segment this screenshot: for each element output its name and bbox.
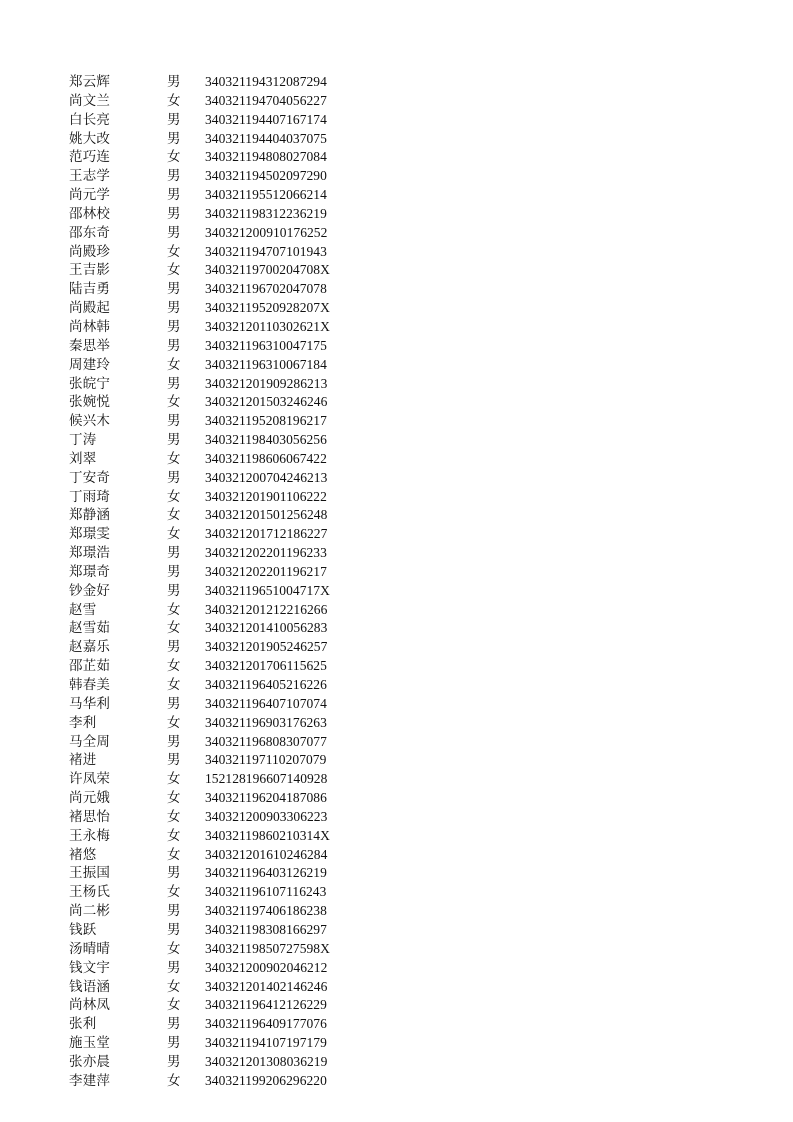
table-row (0, 657, 793, 676)
name-cell: 施玉堂 (69, 1035, 111, 1052)
table-row (0, 883, 793, 902)
table-row (0, 638, 793, 657)
gender-cell: 男 (167, 695, 181, 712)
gender-cell: 男 (167, 959, 181, 976)
name-cell: 郑璟奇 (69, 563, 111, 580)
id-number-cell: 34032119860210314X (205, 827, 330, 843)
gender-cell: 男 (167, 413, 181, 430)
gender-cell: 女 (167, 450, 181, 467)
table-row (0, 902, 793, 921)
gender-cell: 女 (167, 243, 181, 260)
id-number-cell: 340321196310067184 (205, 356, 327, 372)
table-row (0, 431, 793, 450)
id-number-cell: 340321196405216226 (205, 677, 327, 692)
gender-cell: 男 (167, 205, 181, 222)
gender-cell: 男 (167, 337, 181, 354)
gender-cell: 女 (167, 714, 181, 731)
name-cell: 许凤荣 (69, 771, 111, 788)
table-row (0, 959, 793, 978)
gender-cell: 女 (167, 1072, 181, 1089)
table-row (0, 130, 793, 149)
name-cell: 尚殿珍 (69, 243, 111, 260)
table-row (0, 676, 793, 695)
id-number-cell: 340321202201196233 (205, 545, 327, 561)
table-row (0, 318, 793, 337)
name-cell: 马全周 (69, 733, 111, 750)
gender-cell: 女 (167, 658, 181, 675)
name-cell: 王永梅 (69, 827, 111, 844)
id-number-cell: 340321196107116243 (205, 884, 327, 900)
gender-cell: 男 (167, 375, 181, 392)
id-number-cell: 340321196409177076 (205, 1016, 327, 1032)
name-cell: 赵雪茹 (69, 620, 111, 637)
gender-cell: 男 (167, 752, 181, 769)
name-cell: 丁雨琦 (69, 488, 111, 505)
table-row (0, 1015, 793, 1034)
table-row (0, 412, 793, 431)
gender-cell: 女 (167, 92, 181, 109)
id-number-cell: 340321201501256248 (205, 507, 328, 523)
name-cell: 尚林韩 (69, 318, 111, 335)
name-cell: 王振国 (69, 865, 111, 882)
gender-cell: 女 (167, 940, 181, 957)
table-row (0, 261, 793, 280)
name-cell: 范巧连 (69, 149, 111, 166)
gender-cell: 女 (167, 808, 181, 825)
id-number-cell: 340321196407107074 (205, 695, 327, 711)
id-number-cell: 340321194704056227 (205, 92, 327, 108)
name-cell: 白长亮 (69, 111, 111, 128)
name-cell: 王吉影 (69, 262, 111, 279)
table-row (0, 488, 793, 507)
id-number-cell: 34032119700204708X (205, 262, 330, 278)
table-row (0, 243, 793, 262)
name-cell: 王杨氏 (69, 884, 111, 901)
name-cell: 马华利 (69, 695, 111, 712)
name-cell: 邵芷茹 (69, 658, 111, 675)
id-number-cell: 340321196310047175 (205, 337, 327, 353)
id-number-cell: 340321194808027084 (205, 149, 327, 165)
table-row (0, 299, 793, 318)
id-number-cell: 340321194404037075 (205, 130, 327, 146)
id-number-cell: 34032119850727598X (205, 940, 330, 956)
gender-cell: 女 (167, 356, 181, 373)
id-number-cell: 340321196403126219 (205, 865, 327, 881)
name-cell: 李建萍 (69, 1072, 111, 1089)
table-row (0, 808, 793, 827)
id-number-cell: 340321198403056256 (205, 432, 327, 448)
id-number-cell: 340321201610246284 (205, 846, 328, 862)
name-cell: 尚元娥 (69, 790, 111, 807)
table-row (0, 921, 793, 940)
gender-cell: 女 (167, 526, 181, 543)
name-cell: 周建玲 (69, 356, 111, 373)
name-cell: 张亦晨 (69, 1053, 111, 1070)
table-row (0, 1053, 793, 1072)
id-number-cell: 340321194312087294 (205, 74, 327, 89)
gender-cell: 女 (167, 620, 181, 637)
name-cell: 赵雪 (69, 601, 97, 618)
gender-cell: 女 (167, 997, 181, 1014)
gender-cell: 男 (167, 639, 181, 656)
gender-cell: 男 (167, 130, 181, 147)
table-row (0, 92, 793, 111)
id-number-cell: 340321200902046212 (205, 959, 328, 975)
gender-cell: 男 (167, 432, 181, 449)
id-number-cell: 340321201905246257 (205, 639, 328, 655)
gender-cell: 男 (167, 187, 181, 204)
table-row (0, 846, 793, 865)
name-cell: 尚林凤 (69, 997, 111, 1014)
gender-cell: 男 (167, 300, 181, 317)
id-number-cell: 34032120110302621X (205, 318, 330, 334)
name-cell: 张婉悦 (69, 394, 111, 411)
id-number-cell: 340321201712186227 (205, 526, 328, 542)
name-cell: 钱文宇 (69, 959, 111, 976)
gender-cell: 女 (167, 262, 181, 279)
id-number-cell: 340321196204187086 (205, 790, 327, 806)
id-number-cell: 34032119520928207X (205, 300, 330, 316)
table-row (0, 827, 793, 846)
table-row (0, 714, 793, 733)
name-cell: 丁安奇 (69, 469, 111, 486)
table-row (0, 280, 793, 299)
name-cell: 王志学 (69, 168, 111, 185)
table-row (0, 450, 793, 469)
gender-cell: 女 (167, 978, 181, 995)
name-cell: 褚进 (69, 752, 97, 769)
table-row (0, 111, 793, 130)
id-number-cell: 340321202201196217 (205, 563, 327, 579)
gender-cell: 女 (167, 884, 181, 901)
table-row (0, 582, 793, 601)
name-cell: 钱跃 (69, 921, 97, 938)
name-cell: 邵林校 (69, 205, 111, 222)
id-number-cell: 340321200704246213 (205, 469, 328, 485)
gender-cell: 男 (167, 582, 181, 599)
name-cell: 邵东奇 (69, 224, 111, 241)
name-cell: 韩春美 (69, 677, 111, 693)
id-number-cell: 340321196808307077 (205, 733, 327, 749)
table-row (0, 563, 793, 582)
name-cell: 陆吉勇 (69, 281, 111, 298)
id-number-cell: 340321194707101943 (205, 243, 327, 259)
table-row (0, 1034, 793, 1053)
gender-cell: 女 (167, 846, 181, 863)
gender-cell: 男 (167, 1016, 181, 1033)
table-row (0, 469, 793, 488)
gender-cell: 女 (167, 771, 181, 788)
gender-cell: 男 (167, 318, 181, 335)
id-number-cell: 340321196412126229 (205, 997, 327, 1013)
table-row (0, 337, 793, 356)
id-number-cell: 340321197406186238 (205, 903, 327, 919)
name-cell: 李利 (69, 714, 97, 731)
name-cell: 张皖宁 (69, 375, 111, 392)
gender-cell: 男 (167, 224, 181, 241)
table-row (0, 1072, 793, 1091)
gender-cell: 女 (167, 507, 181, 524)
name-cell: 郑璟雯 (69, 526, 111, 543)
id-number-cell: 340321201308036219 (205, 1053, 328, 1069)
name-cell: 郑静涵 (69, 507, 111, 524)
gender-cell: 男 (167, 281, 181, 298)
id-number-cell: 340321200903306223 (205, 808, 328, 824)
gender-cell: 男 (167, 1053, 181, 1070)
id-number-cell: 34032119651004717X (205, 582, 330, 598)
name-cell: 郑璟浩 (69, 545, 111, 562)
id-number-cell: 340321200910176252 (205, 224, 328, 240)
table-row (0, 619, 793, 638)
gender-cell: 男 (167, 733, 181, 750)
table-row (0, 695, 793, 714)
table-row (0, 506, 793, 525)
id-number-cell: 340321196903176263 (205, 714, 327, 730)
gender-cell: 男 (167, 74, 181, 90)
gender-cell: 男 (167, 111, 181, 128)
table-row (0, 978, 793, 997)
table-row (0, 186, 793, 205)
name-cell: 褚思怡 (69, 808, 111, 825)
table-row (0, 789, 793, 808)
id-number-cell: 340321195512066214 (205, 187, 327, 203)
table-row (0, 770, 793, 789)
name-cell: 褚悠 (69, 846, 97, 863)
table-row (0, 375, 793, 394)
name-cell: 尚元学 (69, 187, 111, 204)
id-number-cell: 340321198312236219 (205, 205, 327, 221)
id-number-cell: 340321201402146246 (205, 978, 328, 994)
table-row (0, 864, 793, 883)
table-row (0, 544, 793, 563)
name-cell: 尚殿起 (69, 300, 111, 317)
id-number-cell: 340321196702047078 (205, 281, 327, 297)
id-number-cell: 340321199206296220 (205, 1072, 327, 1088)
gender-cell: 男 (167, 865, 181, 882)
id-number-cell: 340321201909286213 (205, 375, 328, 391)
gender-cell: 女 (167, 677, 181, 693)
gender-cell: 女 (167, 394, 181, 411)
id-number-cell: 340321194502097290 (205, 168, 327, 184)
table-row (0, 393, 793, 412)
id-number-cell: 340321201503246246 (205, 394, 328, 410)
id-number-cell: 340321198308166297 (205, 921, 327, 937)
table-row (0, 356, 793, 375)
gender-cell: 男 (167, 921, 181, 938)
gender-cell: 男 (167, 903, 181, 920)
gender-cell: 女 (167, 601, 181, 618)
table-row (0, 148, 793, 167)
name-cell: 尚二彬 (69, 903, 111, 920)
name-cell: 汤晴晴 (69, 940, 111, 957)
gender-cell: 女 (167, 488, 181, 505)
id-number-cell: 340321201706115625 (205, 658, 327, 674)
name-cell: 秦思举 (69, 337, 111, 354)
id-number-cell: 340321201410056283 (205, 620, 328, 636)
table-row (0, 73, 793, 92)
id-number-cell: 340321198606067422 (205, 450, 327, 466)
gender-cell: 女 (167, 149, 181, 166)
gender-cell: 男 (167, 545, 181, 562)
name-cell: 赵嘉乐 (69, 639, 111, 656)
id-number-cell: 340321201212216266 (205, 601, 328, 617)
gender-cell: 女 (167, 827, 181, 844)
table-row (0, 996, 793, 1015)
id-number-cell: 152128196607140928 (205, 771, 328, 787)
name-cell: 候兴木 (69, 413, 111, 430)
table-row (0, 751, 793, 770)
table-row (0, 601, 793, 620)
table-row (0, 733, 793, 752)
gender-cell: 男 (167, 563, 181, 580)
name-cell: 钞金好 (69, 582, 111, 599)
id-number-cell: 340321195208196217 (205, 413, 327, 429)
name-cell: 丁涛 (69, 432, 97, 449)
name-cell: 尚文兰 (69, 92, 111, 109)
table-row (0, 205, 793, 224)
id-number-cell: 340321194107197179 (205, 1035, 327, 1051)
name-cell: 张利 (69, 1016, 97, 1033)
gender-cell: 男 (167, 168, 181, 185)
id-number-cell: 340321197110207079 (205, 752, 327, 768)
gender-cell: 男 (167, 1035, 181, 1052)
name-cell: 刘翠 (69, 450, 97, 467)
table-row (0, 224, 793, 243)
table-row (0, 940, 793, 959)
name-cell: 钱语涵 (69, 978, 111, 995)
table-row (0, 525, 793, 544)
roster-sheet (0, 73, 793, 1091)
name-cell: 郑云辉 (69, 74, 111, 90)
name-cell: 姚大改 (69, 130, 111, 147)
table-row (0, 167, 793, 186)
gender-cell: 女 (167, 790, 181, 807)
id-number-cell: 340321194407167174 (205, 111, 327, 127)
gender-cell: 男 (167, 469, 181, 486)
id-number-cell: 340321201901106222 (205, 488, 327, 504)
